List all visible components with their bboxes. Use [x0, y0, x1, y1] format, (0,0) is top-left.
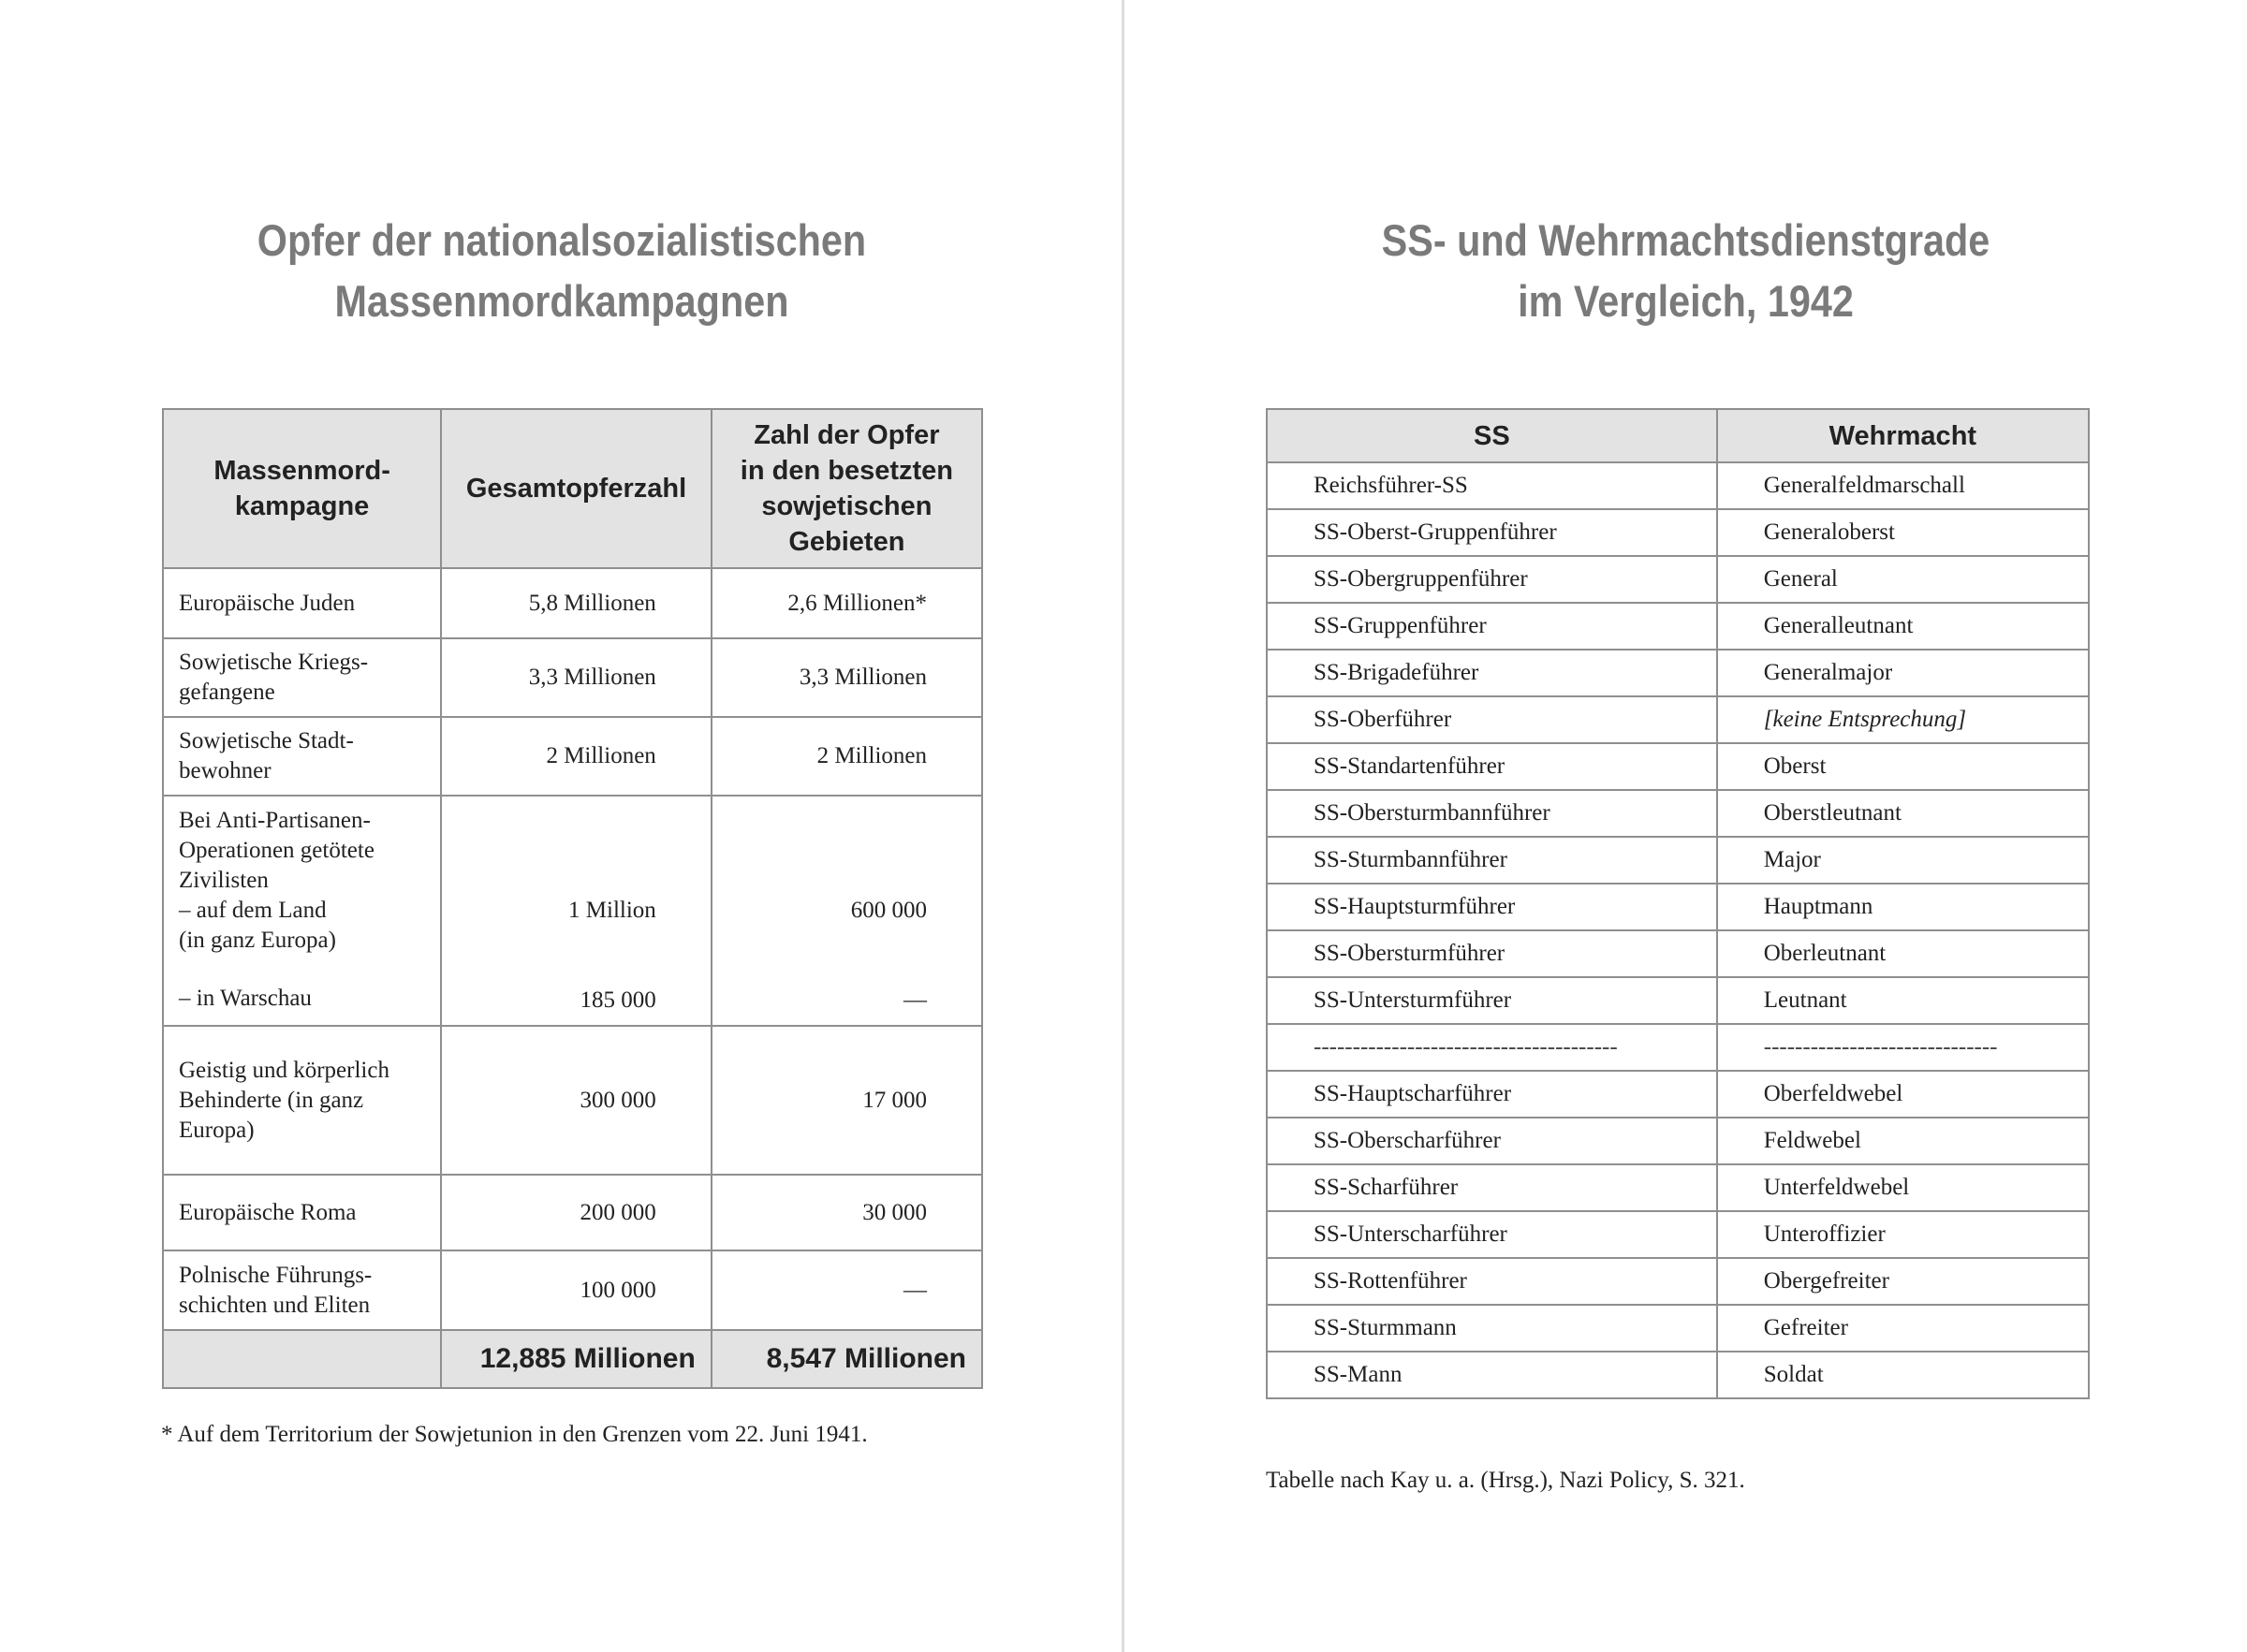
row-total: 100 000 [441, 1250, 712, 1330]
row-label-main: Bei Anti-Partisanen- Operationen getötete Zivilisten – auf dem Land (in ganz Europa) [179, 808, 374, 953]
row-total: 5,8 Millionen [441, 568, 712, 638]
row-label: Sowjetische Kriegs- gefangene [163, 638, 441, 717]
wehrmacht-rank-cell: Generalfeldmarschall [1717, 462, 2089, 509]
row-sub-soviet: — [903, 987, 927, 1013]
row-soviet: 2 Millionen [712, 717, 982, 796]
wehrmacht-rank-cell: Oberleutnant [1717, 930, 2089, 977]
table-row [1267, 1024, 2089, 1071]
header-ss: SS [1267, 409, 1717, 462]
ss-rank-cell: SS-Mann [1267, 1352, 1717, 1398]
ss-rank-cell: SS-Sturmmann [1267, 1305, 1717, 1352]
wehrmacht-rank-cell: Oberstleutnant [1717, 790, 2089, 837]
table-row [1267, 1211, 2089, 1258]
header-campaign: Massenmord- kampagne [163, 409, 441, 568]
ss-rank-cell: SS-Untersturmführer [1267, 977, 1717, 1024]
ss-rank-cell: SS-Obersturmführer [1267, 930, 1717, 977]
table-row [1267, 603, 2089, 650]
ss-rank-cell: --------------------------------------- [1267, 1024, 1717, 1071]
total-row-soviet: 8,547 Millionen [712, 1330, 982, 1388]
left-title-line-1: Opfer der nationalsozialistischen [257, 215, 867, 265]
left-page-title [67, 210, 1056, 331]
ranks-body [1267, 462, 2089, 1398]
row-total: 2 Millionen [441, 717, 712, 796]
wehrmacht-rank-cell: Leutnant [1717, 977, 2089, 1024]
row-total [441, 796, 712, 1026]
wehrmacht-rank-cell: [keine Entsprechung] [1717, 696, 2089, 743]
ss-rank-cell: SS-Oberst-Gruppenführer [1267, 509, 1717, 556]
table-row [1267, 930, 2089, 977]
wehrmacht-rank-cell: Gefreiter [1717, 1305, 2089, 1352]
table-row [1267, 977, 2089, 1024]
table-row [163, 796, 982, 1026]
row-soviet: 30 000 [712, 1175, 982, 1250]
total-row-total: 12,885 Millionen [441, 1330, 712, 1388]
ss-rank-cell: SS-Oberscharführer [1267, 1118, 1717, 1164]
left-title-line-2: Massenmordkampagnen [334, 276, 789, 326]
row-label: Geistig und körperlich Behinderte (in ganz Europa) [163, 1026, 441, 1175]
victims-table [162, 408, 983, 1389]
table-row [1267, 884, 2089, 930]
row-soviet: — [712, 1250, 982, 1330]
wehrmacht-rank-cell: Generaloberst [1717, 509, 2089, 556]
table-row [163, 638, 982, 717]
row-label: Sowjetische Stadt- bewohner [163, 717, 441, 796]
ss-rank-cell: SS-Sturmbannführer [1267, 837, 1717, 884]
table-row [1267, 650, 2089, 696]
header-wehrmacht: Wehrmacht [1717, 409, 2089, 462]
right-title-line-2: im Vergleich, 1942 [1518, 276, 1854, 326]
table-row [1267, 1071, 2089, 1118]
row-soviet: 17 000 [712, 1026, 982, 1175]
wehrmacht-rank-cell: Unterfeldwebel [1717, 1164, 2089, 1211]
wehrmacht-rank-cell: Oberst [1717, 743, 2089, 790]
header-total: Gesamtopferzahl [441, 409, 712, 568]
table-row [163, 1175, 982, 1250]
table-row [1267, 556, 2089, 603]
ss-rank-cell: SS-Hauptsturmführer [1267, 884, 1717, 930]
wehrmacht-rank-cell: Major [1717, 837, 2089, 884]
ss-rank-cell: SS-Gruppenführer [1267, 603, 1717, 650]
table-row [1267, 696, 2089, 743]
ranks-table [1266, 408, 2090, 1399]
ss-rank-cell: SS-Hauptscharführer [1267, 1071, 1717, 1118]
table-row [1267, 743, 2089, 790]
table-row [1267, 1164, 2089, 1211]
header-soviet: Zahl der Opfer in den besetzten sowjetischen Gebieten [712, 409, 982, 568]
row-label [163, 796, 441, 1026]
wehrmacht-rank-cell: Generalleutnant [1717, 603, 2089, 650]
wehrmacht-rank-cell: Obergefreiter [1717, 1258, 2089, 1305]
wehrmacht-rank-cell: Hauptmann [1717, 884, 2089, 930]
source-note: Tabelle nach Kay u. a. (Hrsg.), Nazi Policy, S. 321. [1266, 1468, 1745, 1493]
table-row [1267, 1352, 2089, 1398]
wehrmacht-rank-cell: Soldat [1717, 1352, 2089, 1398]
row-sub-total: 185 000 [580, 987, 656, 1013]
row-label: Europäische Juden [163, 568, 441, 638]
total-row [163, 1330, 982, 1388]
wehrmacht-rank-cell: Feldwebel [1717, 1118, 2089, 1164]
wehrmacht-rank-cell: Oberfeldwebel [1717, 1071, 2089, 1118]
total-row-label [163, 1330, 441, 1388]
right-page-title [1192, 210, 2180, 331]
footnote: * Auf dem Territorium der Sowjetunion in den Grenzen vom 22. Juni 1941. [161, 1422, 868, 1447]
table-row [1267, 837, 2089, 884]
right-title-line-1: SS- und Wehrmachtsdienstgrade [1381, 215, 1990, 265]
row-total-main: 1 Million [568, 898, 656, 923]
wehrmacht-rank-cell: Unteroffizier [1717, 1211, 2089, 1258]
row-total: 300 000 [441, 1026, 712, 1175]
row-soviet: 3,3 Millionen [712, 638, 982, 717]
ss-rank-cell: SS-Scharführer [1267, 1164, 1717, 1211]
ss-rank-cell: Reichsführer-SS [1267, 462, 1717, 509]
row-total: 3,3 Millionen [441, 638, 712, 717]
table-row [163, 568, 982, 638]
ss-rank-cell: SS-Obersturmbannführer [1267, 790, 1717, 837]
ranks-header-row [1267, 409, 2089, 462]
table-row [1267, 1258, 2089, 1305]
ss-rank-cell: SS-Brigadeführer [1267, 650, 1717, 696]
victims-header-row [163, 409, 982, 568]
table-row [163, 1250, 982, 1330]
row-soviet-main: 600 000 [850, 898, 927, 923]
ss-rank-cell: SS-Rottenführer [1267, 1258, 1717, 1305]
table-row [1267, 509, 2089, 556]
ss-rank-cell: SS-Oberführer [1267, 696, 1717, 743]
row-label: Polnische Führungs- schichten und Eliten [163, 1250, 441, 1330]
table-row [1267, 1118, 2089, 1164]
wehrmacht-rank-cell: ------------------------------ [1717, 1024, 2089, 1071]
row-soviet: 2,6 Millionen* [712, 568, 982, 638]
row-soviet [712, 796, 982, 1026]
table-row [1267, 1305, 2089, 1352]
table-row [1267, 790, 2089, 837]
wehrmacht-rank-cell: General [1717, 556, 2089, 603]
row-total: 200 000 [441, 1175, 712, 1250]
row-label: Europäische Roma [163, 1175, 441, 1250]
table-row [163, 717, 982, 796]
table-row [1267, 462, 2089, 509]
ss-rank-cell: SS-Obergruppenführer [1267, 556, 1717, 603]
ss-rank-cell: SS-Unterscharführer [1267, 1211, 1717, 1258]
wehrmacht-rank-cell: Generalmajor [1717, 650, 2089, 696]
table-row [163, 1026, 982, 1175]
ss-rank-cell: SS-Standartenführer [1267, 743, 1717, 790]
row-sub-label: – in Warschau [179, 986, 312, 1011]
